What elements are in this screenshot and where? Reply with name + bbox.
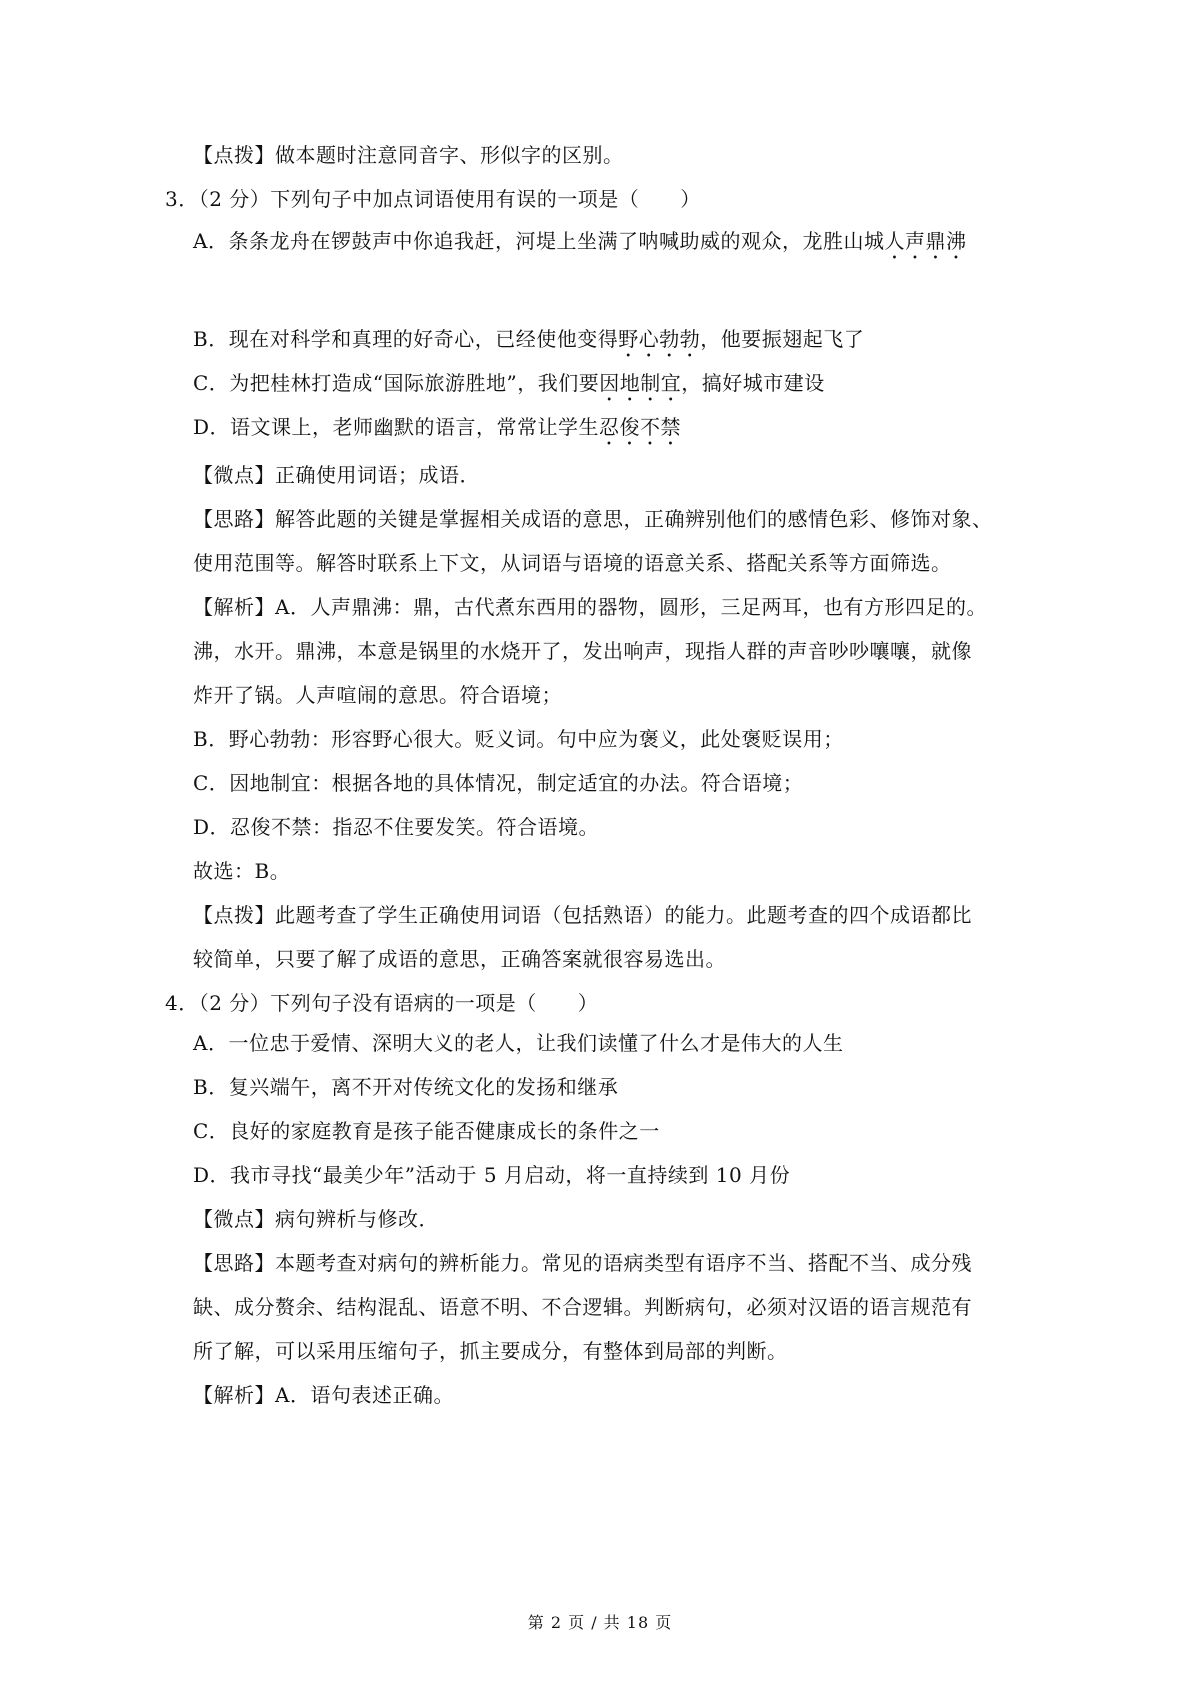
dotted-phrase: 因地制宜	[599, 371, 682, 395]
q3-weidian: 【微点】正确使用词语；成语．	[193, 463, 480, 487]
q3-option-d	[193, 413, 681, 450]
q4-stem: 4．（2 分）下列句子没有语病的一项是（ ）	[165, 991, 599, 1015]
q2-dianbo: 【点拨】做本题时注意同音字、形似字的区别。	[193, 143, 624, 167]
option-text: D．语文课上，老师幽默的语言，常常让学生	[193, 415, 600, 439]
q3-option-b	[193, 325, 864, 362]
option-text: ，他要振翅起飞了	[700, 327, 865, 351]
q3-option-a	[193, 227, 966, 264]
dotted-phrase: 野心勃勃	[618, 327, 701, 351]
q3-jiexi-line-2: 沸，水开。鼎沸，本意是锅里的水烧开了，发出响声，现指人群的声音吵吵嚷嚷，就像	[193, 639, 972, 663]
option-text: C．为把桂林打造成“国际旅游胜地”，我们要	[193, 371, 600, 395]
q4-option-c: C．良好的家庭教育是孩子能否健康成长的条件之一	[193, 1119, 660, 1143]
q4-silu-line-1: 【思路】本题考查对病句的辨析能力。常见的语病类型有语序不当、搭配不当、成分残	[193, 1251, 972, 1275]
option-text: ，搞好城市建设	[681, 371, 825, 395]
q3-answer: 故选：B。	[193, 859, 291, 883]
q3-dianbo-line-1: 【点拨】此题考查了学生正确使用词语（包括熟语）的能力。此题考查的四个成语都比	[193, 903, 972, 927]
q3-jiexi-line-1: 【解析】A．人声鼎沸：鼎，古代煮东西用的器物，圆形，三足两耳，也有方形四足的。	[193, 595, 987, 619]
q3-silu-line-2: 使用范围等。解答时联系上下文，从词语与语境的语意关系、搭配关系等方面筛选。	[193, 551, 952, 575]
q3-jiexi-line-3: 炸开了锅。人声喧闹的意思。符合语境；	[193, 683, 562, 707]
q4-jiexi: 【解析】A．语句表述正确。	[193, 1383, 454, 1407]
q3-option-c	[193, 369, 825, 406]
q4-silu-line-3: 所了解，可以采用压缩句子，抓主要成分，有整体到局部的判断。	[193, 1339, 788, 1363]
q4-silu-line-2: 缺、成分赘余、结构混乱、语意不明、不合逻辑。判断病句，必须对汉语的语言规范有	[193, 1295, 972, 1319]
q3-jiexi-line-5: C．因地制宜：根据各地的具体情况，制定适宜的办法。符合语境；	[193, 771, 804, 795]
page-footer: 第 2 页 / 共 18 页	[527, 1613, 673, 1632]
q3-jiexi-line-4: B．野心勃勃：形容野心很大。贬义词。句中应为褒义，此处褒贬误用；	[193, 727, 844, 751]
dotted-phrase: 忍俊不禁	[599, 415, 682, 439]
option-text: B．现在对科学和真理的好奇心，已经使他变得	[193, 327, 619, 351]
q4-option-d: D．我市寻找“最美少年”活动于 5 月启动，将一直持续到 10 月份	[193, 1163, 791, 1187]
q3-dianbo-line-2: 较简单，只要了解了成语的意思，正确答案就很容易选出。	[193, 947, 726, 971]
q3-jiexi-line-6: D．忍俊不禁：指忍不住要发笑。符合语境。	[193, 815, 600, 839]
option-text: A．条条龙舟在锣鼓声中你追我赶，河堤上坐满了呐喊助威的观众，龙胜山城	[193, 229, 885, 253]
q3-silu-line-1: 【思路】解答此题的关键是掌握相关成语的意思，正确辨别他们的感情色彩、修饰对象、	[193, 507, 993, 531]
q4-option-a: A．一位忠于爱情、深明大义的老人，让我们读懂了什么才是伟大的人生	[193, 1031, 844, 1055]
dotted-phrase: 人声鼎沸	[884, 229, 967, 253]
q4-option-b: B．复兴端午，离不开对传统文化的发扬和继承	[193, 1075, 619, 1099]
q4-weidian: 【微点】病句辨析与修改．	[193, 1207, 439, 1231]
q3-stem: 3．（2 分）下列句子中加点词语使用有误的一项是（ ）	[165, 187, 701, 211]
